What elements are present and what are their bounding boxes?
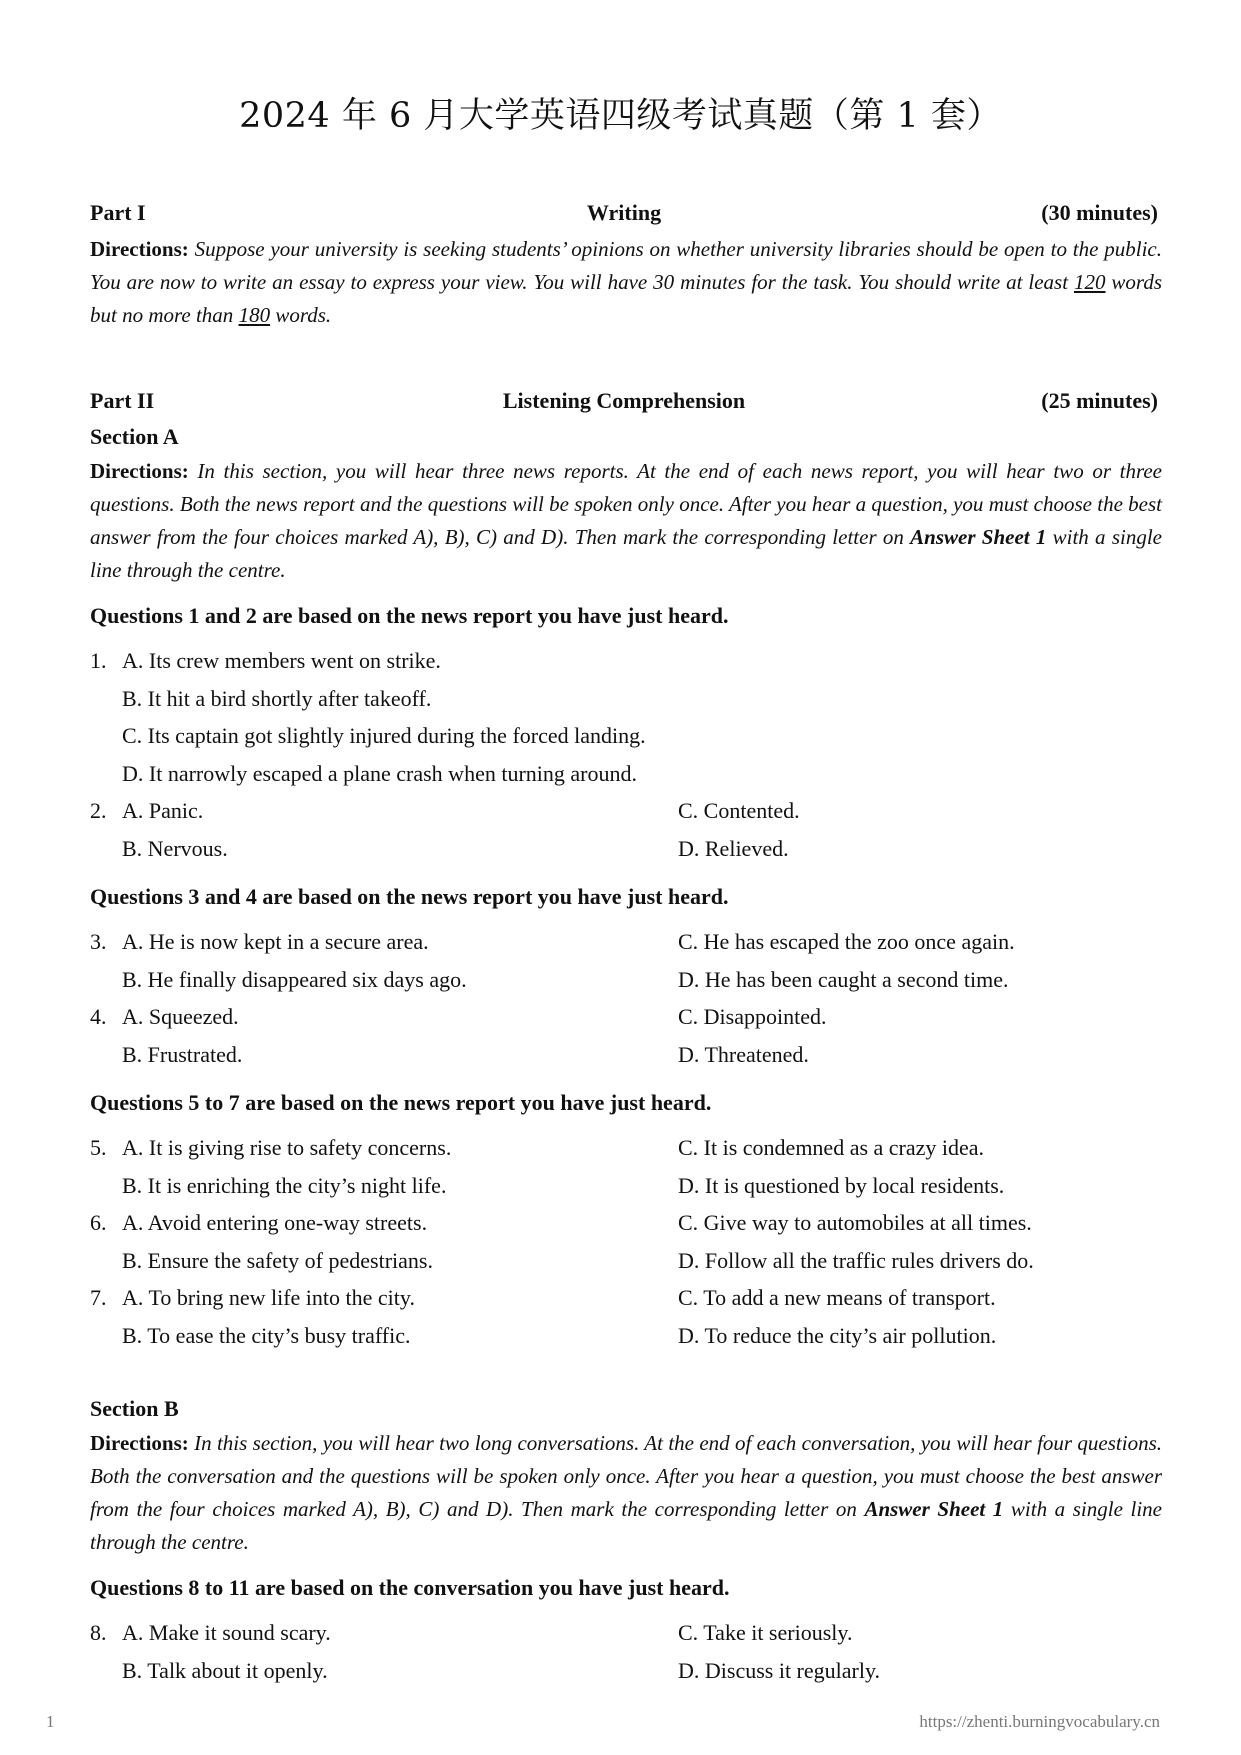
option-d: D. Relieved. <box>678 836 789 861</box>
option-b: B. To ease the city’s busy traffic. <box>122 1323 411 1348</box>
option-d: D. Discuss it regularly. <box>678 1658 881 1683</box>
part1-label: Part I <box>90 200 146 225</box>
option-b: B. Nervous. <box>122 836 228 861</box>
option-d: D. To reduce the city’s air pollution. <box>678 1323 997 1348</box>
max-words: 180 <box>238 303 271 327</box>
section-a-label: Section A <box>90 424 179 449</box>
option-b: B. Talk about it openly. <box>122 1658 328 1683</box>
option-b: B. Frustrated. <box>122 1042 243 1067</box>
directions-label: Directions: <box>90 1431 189 1455</box>
option-a: A. Make it sound scary. <box>122 1620 331 1645</box>
part2-name: Listening Comprehension <box>502 388 746 413</box>
page-title: 2024 年 6 月大学英语四级考试真题（第 1 套） <box>239 96 1002 136</box>
question-number: 4. <box>90 1004 107 1029</box>
option-c: C. Contented. <box>678 798 800 823</box>
part1-directions-c: words. <box>270 303 332 327</box>
question-group-heading: Questions 1 and 2 are based on the news report you have just heard. <box>90 603 729 628</box>
option-c: C. It is condemned as a crazy idea. <box>678 1135 985 1160</box>
answer-sheet-label: Answer Sheet 1 <box>910 525 1047 549</box>
option-d: D. It narrowly escaped a plane crash when turning around. <box>122 761 637 786</box>
part2-time: (25 minutes) <box>1041 388 1158 413</box>
option-a: A. Avoid entering one-way streets. <box>122 1210 428 1235</box>
section-b-directions-b: with a single line through the centre. <box>90 1497 1162 1554</box>
page-number: 1 <box>46 1712 55 1731</box>
part1-directions-b: words but no more than <box>90 270 1162 327</box>
part1-time: (30 minutes) <box>1041 200 1158 225</box>
question-number: 8. <box>90 1620 107 1645</box>
part2-header <box>90 388 1158 418</box>
option-b: B. It is enriching the city’s night life. <box>122 1173 447 1198</box>
answer-sheet-label: Answer Sheet 1 <box>864 1497 1004 1521</box>
option-d: D. Threatened. <box>678 1042 809 1067</box>
directions-label: Directions: <box>90 237 189 261</box>
min-words: 120 <box>1073 270 1106 294</box>
part1-header <box>90 200 1158 230</box>
option-c: C. Take it seriously. <box>678 1620 853 1645</box>
directions-label: Directions: <box>90 459 189 483</box>
question-number: 6. <box>90 1210 107 1235</box>
option-a: A. Squeezed. <box>122 1004 239 1029</box>
part1-name: Writing <box>586 200 662 225</box>
option-a: A. Panic. <box>122 798 204 823</box>
option-c: C. Its captain got slightly injured during the forced landing. <box>122 723 646 748</box>
option-d: D. Follow all the traffic rules drivers do. <box>678 1248 1034 1273</box>
section-a-directions <box>90 455 1162 587</box>
question-number: 2. <box>90 798 107 823</box>
option-b: B. Ensure the safety of pedestrians. <box>122 1248 433 1273</box>
option-c: C. Disappointed. <box>678 1004 827 1029</box>
question-number: 3. <box>90 929 107 954</box>
question-number: 1. <box>90 648 107 673</box>
option-a: A. It is giving rise to safety concerns. <box>122 1135 452 1160</box>
section-a-directions-b: with a single line through the centre. <box>90 525 1162 582</box>
option-c: C. He has escaped the zoo once again. <box>678 929 1015 954</box>
part1-directions <box>90 233 1162 332</box>
section-b-label: Section B <box>90 1396 179 1421</box>
section-b-directions <box>90 1427 1162 1559</box>
option-c: C. To add a new means of transport. <box>678 1285 996 1310</box>
part2-label: Part II <box>90 388 155 413</box>
question-group-heading: Questions 3 and 4 are based on the news report you have just heard. <box>90 884 729 909</box>
option-b: B. He finally disappeared six days ago. <box>122 967 467 992</box>
option-c: C. Give way to automobiles at all times. <box>678 1210 1032 1235</box>
footer-url: https://zhenti.burningvocabulary.cn <box>919 1712 1160 1731</box>
question-group-heading: Questions 5 to 7 are based on the news report you have just heard. <box>90 1090 712 1115</box>
section-b-directions-a: In this section, you will hear two long conversations. At the end of each conversation, you will hear four questions. Both the conversation and the questions will be spoken only once. After you hear a question, you must choose the best answer from the four choices marked A), B), C) and D). Then mark the corresponding letter on <box>90 1431 1163 1521</box>
option-a: A. Its crew members went on strike. <box>122 648 441 673</box>
option-a: A. To bring new life into the city. <box>122 1285 415 1310</box>
question-number: 7. <box>90 1285 107 1310</box>
option-b: B. It hit a bird shortly after takeoff. <box>122 686 432 711</box>
section-a-directions-a: In this section, you will hear three news reports. At the end of each news report, you will hear two or three questions. Both the news report and the questions will be spoken only once. After you hear a question, you must choose the best answer from the four choices marked A), B), C) and D). Then mark the corresponding letter on <box>90 459 1162 549</box>
option-d: D. He has been caught a second time. <box>678 967 1009 992</box>
part1-directions-a: Suppose your university is seeking students’ opinions on whether university libraries should be open to the public. You are now to write an essay to express your view. You will have 30 minutes for the task. You should write at least <box>90 237 1162 294</box>
question-group-heading: Questions 8 to 11 are based on the conversation you have just heard. <box>90 1575 730 1600</box>
question-number: 5. <box>90 1135 107 1160</box>
option-a: A. He is now kept in a secure area. <box>122 929 429 954</box>
option-d: D. It is questioned by local residents. <box>678 1173 1005 1198</box>
